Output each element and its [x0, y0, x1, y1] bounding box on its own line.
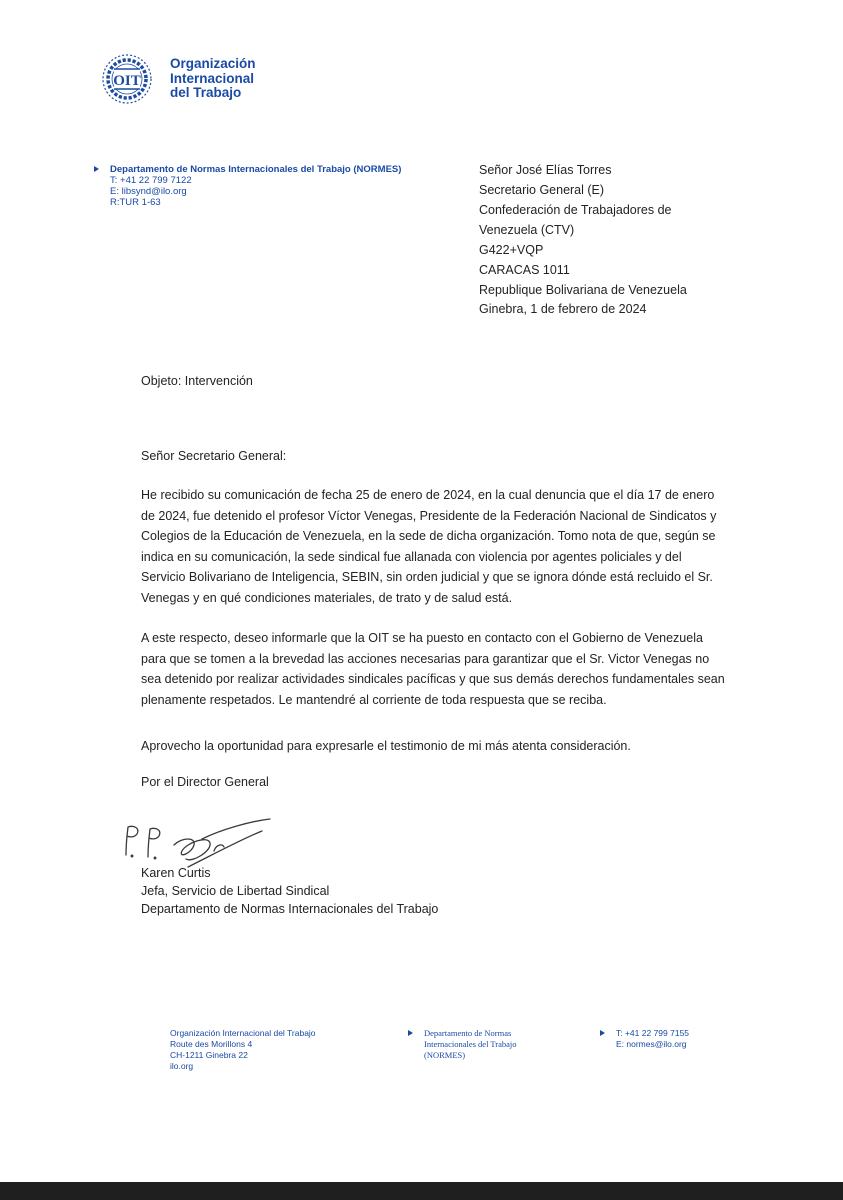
footer-website: ilo.org — [170, 1061, 194, 1071]
logo-text: OIT — [113, 73, 141, 89]
footer-address — [170, 1028, 316, 1072]
footer-dept-line: Departamento de Normas — [424, 1028, 512, 1038]
closing-paragraph: Aprovecho la oportunidad para expresarle el testimonio de mi más atenta consideración. — [141, 739, 631, 753]
recipient-line: Venezuela (CTV) — [479, 223, 575, 237]
on-behalf-line: Por el Director General — [141, 775, 269, 789]
footer-address-line: CH-1211 Ginebra 22 — [170, 1050, 248, 1060]
recipient-line: Republique Bolivariana de Venezuela — [479, 283, 687, 297]
footer-address-line: Route des Morillons 4 — [170, 1039, 253, 1049]
sender-phone: T: +41 22 799 7122 — [110, 175, 192, 186]
sender-department: Departamento de Normas Internacionales del Trabajo (NORMES) — [110, 164, 402, 175]
arrow-right-icon — [94, 166, 99, 172]
footer-dept-line: (NORMES) — [424, 1050, 466, 1060]
letter-subject: Objeto: Intervención — [141, 374, 253, 388]
signer-department: Departamento de Normas Internacionales del Trabajo — [141, 902, 439, 916]
arrow-right-icon — [408, 1030, 413, 1036]
recipient-line: CARACAS 1011 — [479, 263, 570, 277]
recipient-line: Confederación de Trabajadores de — [479, 203, 672, 217]
arrow-right-icon — [600, 1030, 605, 1036]
recipient-address — [479, 160, 687, 300]
signature-text: P.P. — [112, 815, 114, 816]
ilo-emblem-icon — [92, 52, 162, 106]
org-name-line: Organización — [170, 56, 256, 71]
ilo-logo — [92, 52, 162, 106]
footer-phone: T: +41 22 799 7155 — [616, 1028, 690, 1038]
letter-date: Ginebra, 1 de febrero de 2024 — [479, 302, 647, 316]
body-paragraph: A este respecto, deseo informarle que la OIT se ha puesto en contacto con el Gobierno de Venezuela para que se tomen a la brevedad las acciones necesarias para garantizar que el Sr. Victor Venegas no sea detenido por realizar actividades sindicales pacíficas y que sus demás derechos fundamentales sean plenamente respetados. Le mantendré al corriente de toda respuesta que se reciba. — [141, 631, 725, 707]
sender-block — [94, 164, 401, 208]
footer-dept-line: Internacionales del Trabajo — [424, 1039, 517, 1049]
recipient-line: Secretario General (E) — [479, 183, 605, 197]
org-name-line: del Trabajo — [170, 85, 242, 100]
org-name — [170, 57, 256, 101]
salutation: Señor Secretario General: — [141, 449, 287, 463]
signer-name: Karen Curtis — [141, 866, 211, 880]
signer-title: Jefa, Servicio de Libertad Sindical — [141, 884, 330, 898]
footer-contact — [600, 1028, 689, 1050]
sender-email: E: libsynd@ilo.org — [110, 186, 187, 197]
sender-reference: R:TUR 1-63 — [110, 197, 161, 208]
footer-address-line: Organización Internacional del Trabajo — [170, 1028, 316, 1038]
scan-bottom-band — [0, 1182, 843, 1200]
footer-department — [408, 1028, 517, 1061]
recipient-line: G422+VQP — [479, 243, 544, 257]
signer-block — [141, 864, 438, 918]
footer-email: E: normes@ilo.org — [616, 1039, 687, 1049]
org-name-line: Internacional — [170, 70, 255, 86]
body-paragraph: He recibido su comunicación de fecha 25 de enero de 2024, en la cual denuncia que el día 17 de enero de 2024, fue detenido el profesor Víctor Venegas, Presidente de la Federación Nacional de Sindicatos y Colegios de la Educación de Venezuela, en la sede de dicha organización. Tomo nota de que, según se indica en su comunicación, la sede sindical fue allanada con violencia por agentes policiales y del Servicio Bolivariano de Inteligencia, SEBIN, sin orden judicial y que se ignora dónde está recluido el Sr. Venegas y en qué condiciones materiales, de trato y de salud está. — [141, 488, 717, 605]
recipient-line: Señor José Elías Torres — [479, 163, 612, 177]
